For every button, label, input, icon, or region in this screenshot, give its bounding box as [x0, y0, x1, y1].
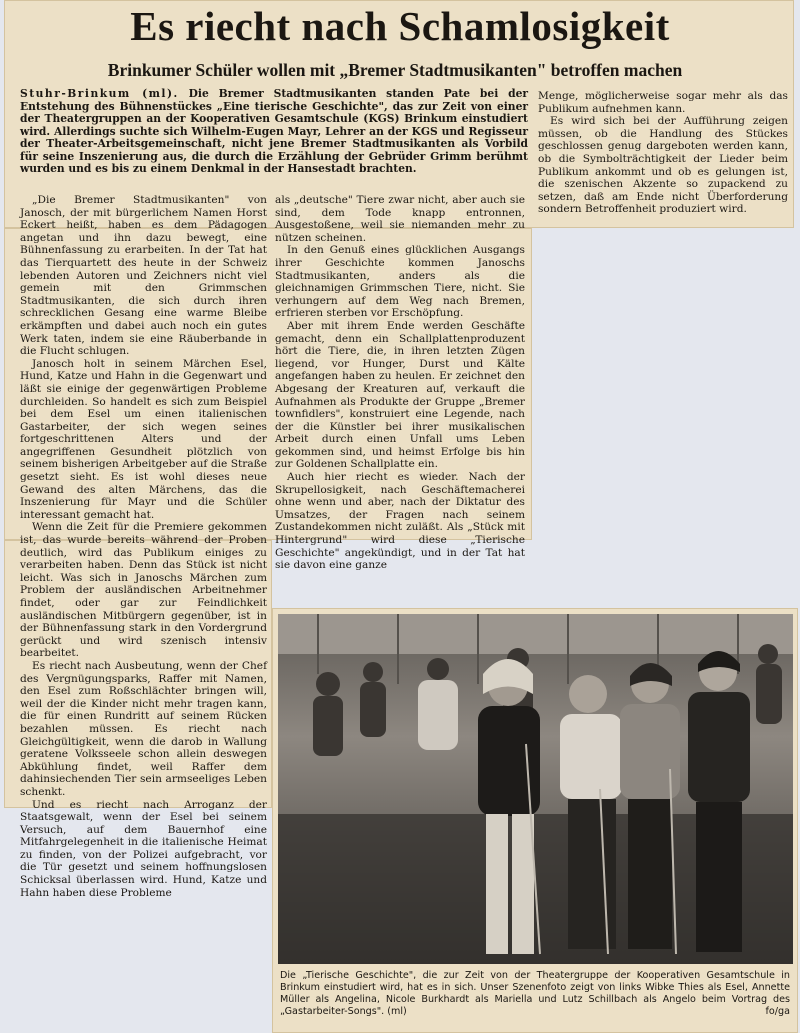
photo-caption: [280, 970, 790, 1018]
paragraph: Janosch holt in seinem Märchen Esel, Hund, Katze und Hahn in die Gegenwart und läßt sie einige der gegenwärtigen Probleme durchleiden. So handelt es sich zum Beispiel bei dem Esel um einen italienischen Gastarbeiter, der sich wegen seines fortgeschrittenen Alters und der angegriffenen Gesundheit plötzlich von seinem bisherigen Arbeitgeber auf die Straße gesetzt sieht. Es ist wohl dieses neue Gewand des alten Märchens, das die Inszenierung für Mayr und die Schüler interessant gemacht hat.: [20, 357, 267, 521]
paragraph: In den Genuß eines glücklichen Ausgangs ihrer Geschichte kommen Janoschs Stadtmusikanten, anders als die gleichnamigen Grimmschen Tiere, nicht. Sie verhungern auf dem Weg nach Bremen, erfrieren sterben vor Erschöpfung.: [275, 244, 525, 320]
paragraph: Aber mit ihrem Ende werden Geschäfte gemacht, denn ein Schallplattenproduzent hört die Tiere, die, in ihren letzten Zügen liegend, vor Hunger, Durst und Kälte angefangen haben zu heulen. Er zeichnet den Abgesang der Kreaturen auf, verkauft die Aufnahmen als Produkte der Gruppe „Bremer townfidlers", konstruiert eine Legende, nach der die Künstler bei ihrer musikalischen Arbeit durch einen Unfall ums Leben gekommen sind, und heimst Erfolge bis hin zur Goldenen Schallplatte ein.: [275, 319, 525, 471]
headline: Es riecht nach Schamlosigkeit: [130, 3, 670, 49]
paragraph: Es riecht nach Ausbeutung, wenn der Chef des Vergnügungsparks, Raffer mit Namen, den Esel zum Roßschlächter bringen will, weil der die Kinder nicht mehr tragen kann, die für einen Rundritt auf seinem Rücken bezahlen müssen. Es riecht nach Gleichgültigkeit, wenn die darob in Wallung geratene Volksseele schon allein deswegen Abkühlung findet, weil Raffer dem dahinsiechenden Tier sein armseeliges Leben schenkt.: [20, 659, 267, 798]
article-column-1: [20, 194, 267, 899]
paragraph: „Die Bremer Stadtmusikanten" von Janosch, der mit bürgerlichem Namen Horst Eckert heißt, haben es dem Pädagogen angetan und ihn dazu bewegt, eine Bühnenfassung zu erarbeiten. In der Tat hat das Tierquartett des heute in der Schweiz lebenden Autoren und Zeichners nicht viel gemein mit den Grimmschen Stadtmusikanten, die sich durch ihren schrecklichen Gesang eine warme Bleibe erkämpften und dabei auch noch ein gutes Werk taten, indem sie eine Räuberbande in die Flucht schlugen.: [20, 194, 267, 358]
dateline: Stuhr-Brinkum (ml).: [20, 87, 179, 100]
subheadline: Brinkumer Schüler wollen mit „Bremer Stadtmusikanten" betroffen machen: [107, 60, 683, 80]
scene-photo-image: [278, 614, 793, 964]
article-column-2: [275, 194, 525, 572]
paragraph: Auch hier riecht es wieder. Nach der Skrupellosigkeit, nach Geschäftemacherei ohne wenn und aber, nach der Diktatur des Umsatzes, der Fragen nach seinem Zustandekommen nicht zuläßt. Als „Stück mit Hintergrund" wird diese „Tierische Geschichte" angekündigt, und in der Tat hat sie davon eine ganze: [275, 471, 525, 572]
scene-photo: [278, 614, 793, 964]
caption-text: Die „Tierische Geschichte", die zur Zeit von der Theatergruppe der Kooperativen Gesamtschule in Brinkum einstudiert wird, hat es in sich. Unser Szenenfoto zeigt von links Wibke Thies als Esel, Annette Müller als Angelina, Nicole Burkhardt als Mariella und Lutz Schillbach als Angelo beim Vortrag des „Gastarbeiter-Songs". (ml): [280, 970, 790, 1017]
lead-paragraph: [20, 88, 528, 176]
article-column-3: [538, 90, 788, 216]
lead-text: Die Bremer Stadtmusikanten standen Pate bei der Entstehung des Bühnenstückes „Eine tierische Geschichte", das zur Zeit von einer der Theatergruppen an der Kooperativen Gesamtschule (KGS) Brinkum einstudiert wird. Allerdings suchte sich Wilhelm-Eugen Mayr, Lehrer an der KGS und Regisseur der Theater-Arbeitsgemeinschaft, nicht jene Bremer Stadtmusikanten als Vorbild für seine Inszenierung aus, die durch die Erzählung der Gebrüder Grimm berühmt wurden und es bis zu einem Denkmal in der Hansestadt brachten.: [20, 87, 529, 175]
paragraph: Es wird sich bei der Aufführung zeigen müssen, ob die Handlung des Stückes geschlossen genug dargeboten werden kann, ob die Symbolträchtigkeit der Lieder beim Publikum ankommt und ob es gelungen ist, die szenischen Akzente so zupackend zu setzen, daß am Ende nicht Überforderung sondern Betroffenheit produziert wird.: [538, 115, 788, 216]
photo-credit: fo/ga: [765, 1006, 790, 1017]
paragraph: Und es riecht nach Arroganz der Staatsgewalt, wenn der Esel bei seinem Versuch, auf dem Bauernhof eine Mitfahrgelegenheit in die italienische Heimat zu finden, von der Polizei aufgebracht, vor die Tür gesetzt und seinem hoffnungslosen Schicksal überlassen wird. Hund, Katze und Hahn haben diese Probleme: [20, 798, 267, 899]
paragraph: Menge, möglicherweise sogar mehr als das Publikum aufnehmen kann.: [538, 90, 788, 115]
paragraph: als „deutsche" Tiere zwar nicht, aber auch sie sind, dem Tode knapp entronnen, Ausgestoßene, weil sie niemanden mehr zu nützen scheinen.: [275, 194, 525, 244]
paragraph: Wenn die Zeit für die Premiere gekommen ist, das wurde bereits während der Proben deutlich, wird das Publikum einiges zu verarbeiten haben. Denn das Stück ist nicht leicht. Was sich in Janoschs Märchen zum Problem der ausländischen Arbeitnehmer findet, oder gar zur Feindlichkeit ausländischen Mitbürgern gegenüber, ist in der Bühnenfassung stark in den Vordergrund gerückt und wird szenisch intensiv bearbeitet.: [20, 521, 267, 660]
